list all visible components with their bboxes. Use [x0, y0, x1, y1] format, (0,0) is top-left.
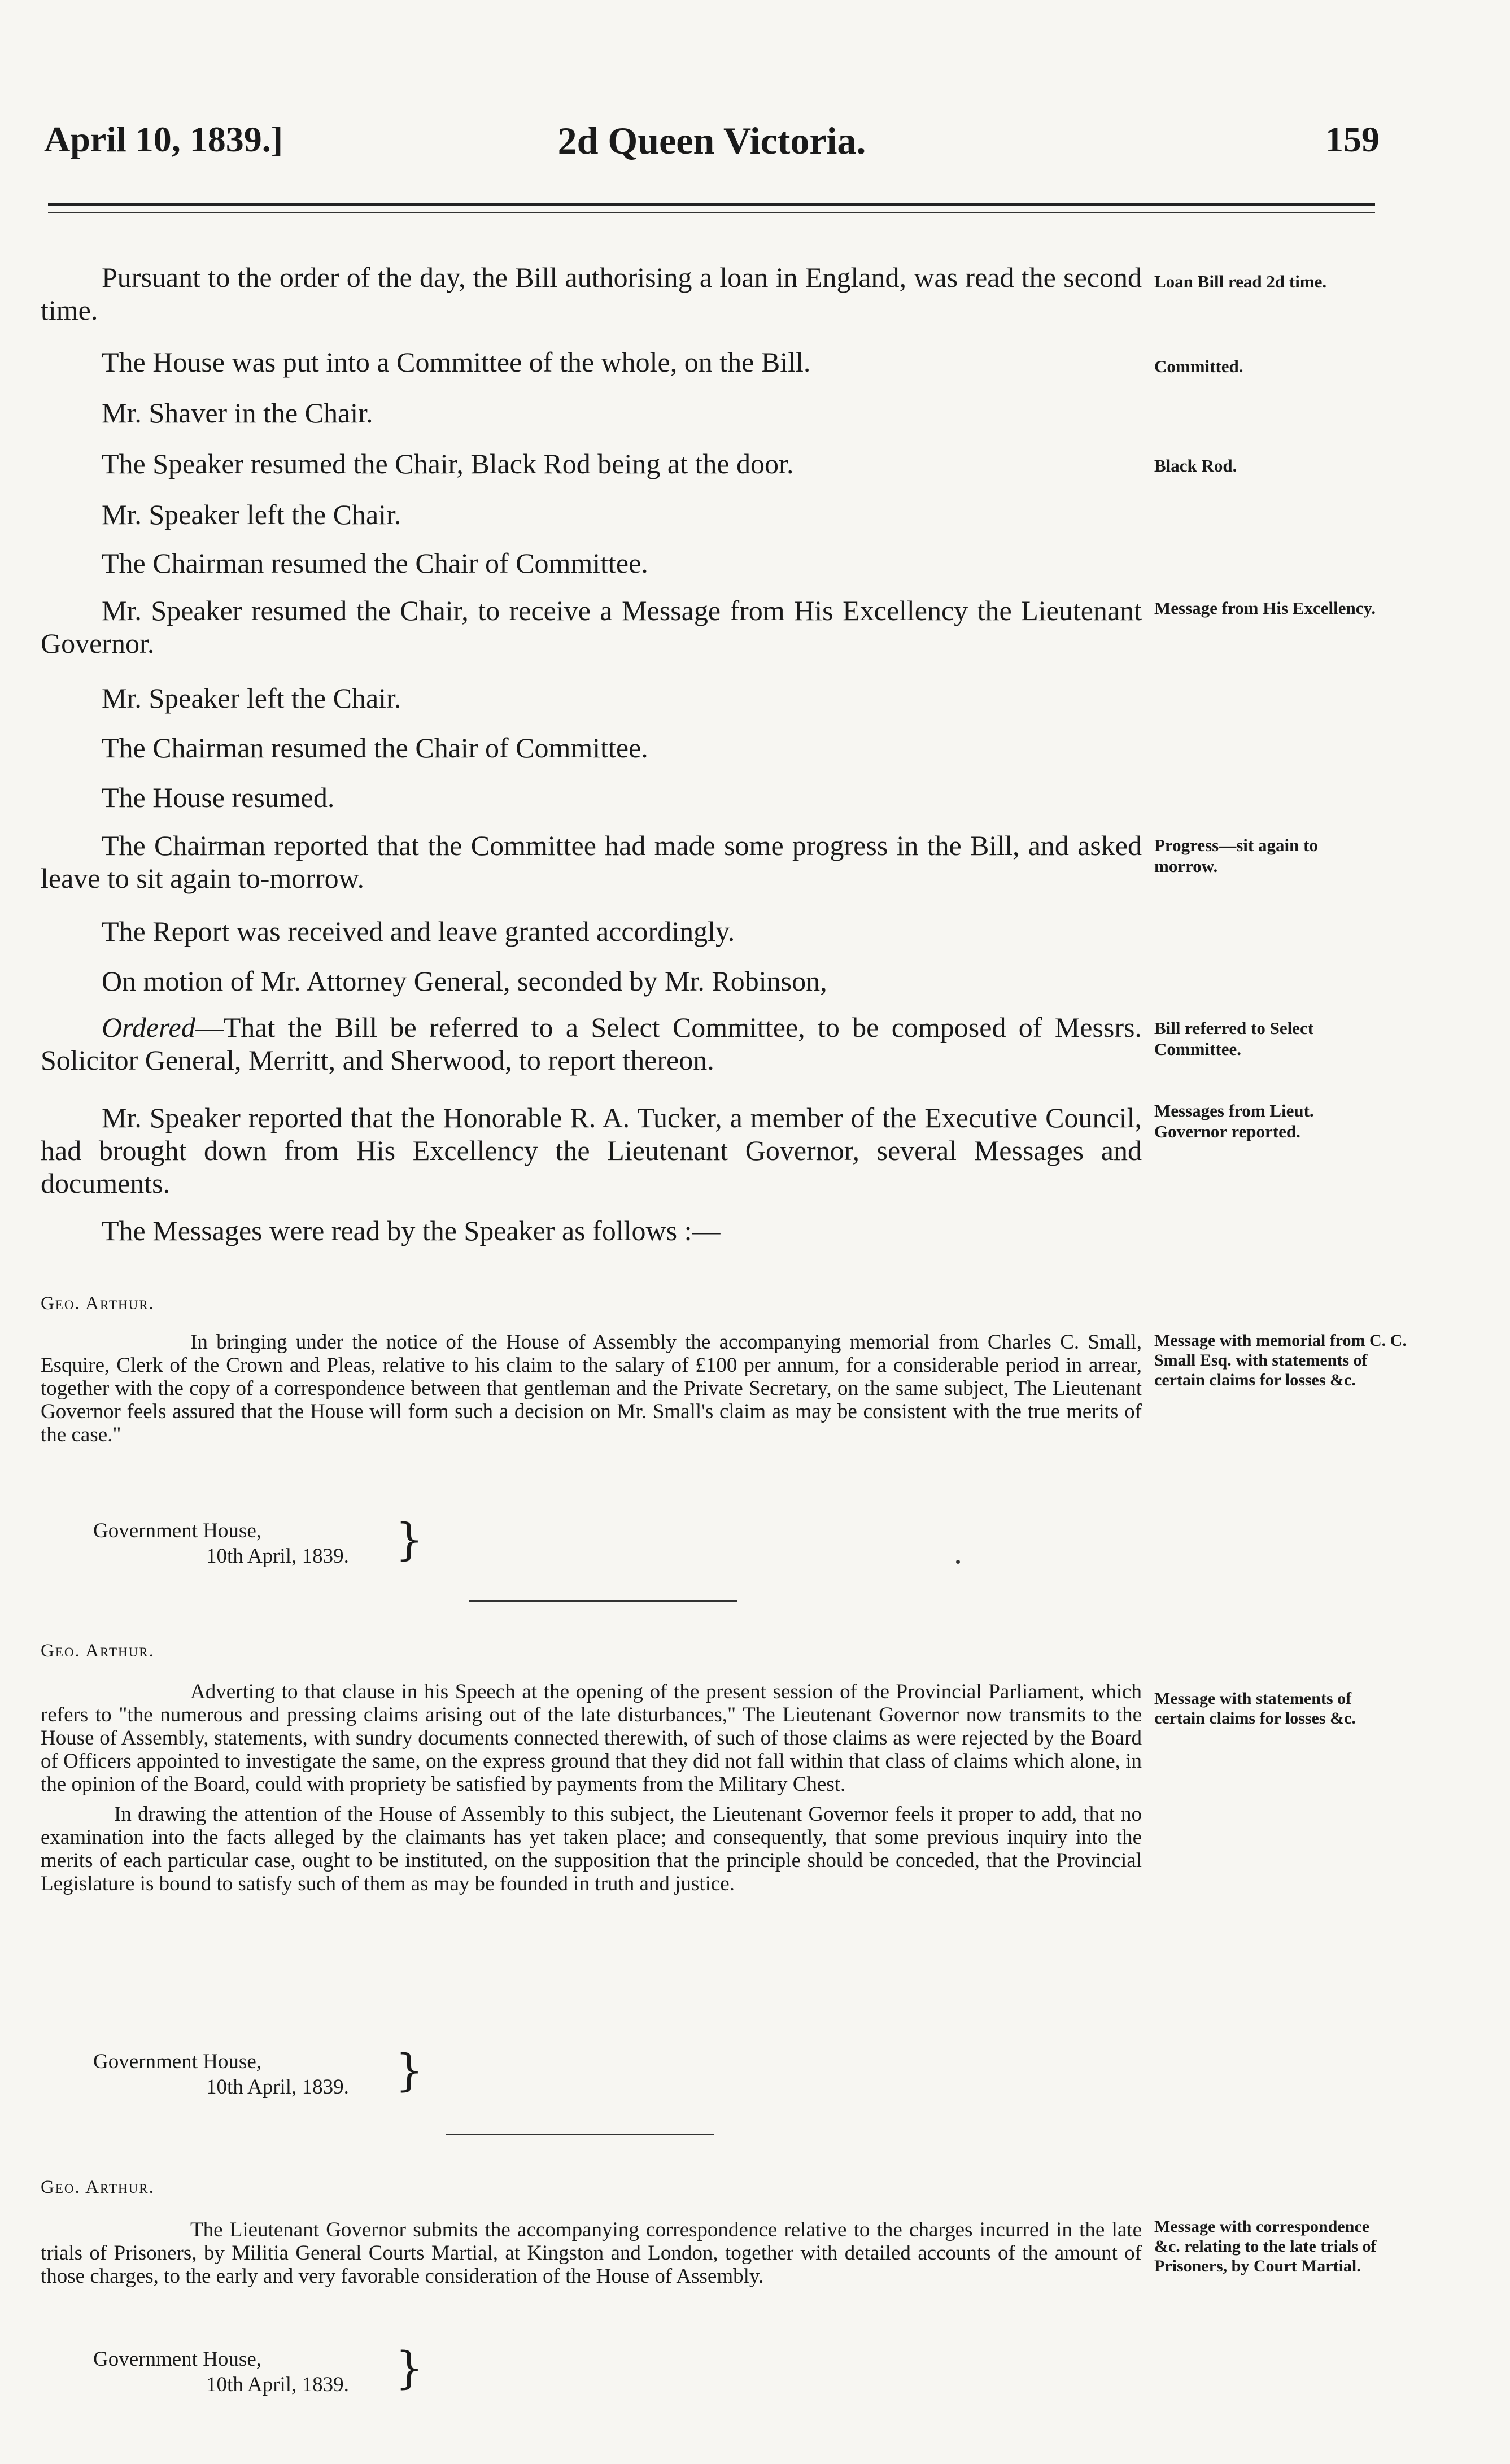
proceeding-message-received: [41, 594, 1142, 660]
margin-note-memorial: Message with memorial from C. C. Small Esq. with statements of certain claims for losses &c.: [1154, 1331, 1407, 1389]
proceeding-text: Mr. Speaker left the Chair.: [102, 499, 401, 530]
proceeding-text: On motion of Mr. Attorney General, seconded by Mr. Robinson,: [102, 965, 827, 997]
message-memorial-small: [41, 1331, 1142, 1446]
proceeding-text: The Messages were read by the Speaker as follows :—: [102, 1215, 721, 1246]
message-paragraph: In bringing under the notice of the House of Assembly the accompanying memorial from Charles C. Small, Esquire, Clerk of the Crown and Pleas, relative to his claim to the salary of £100 per annum, for a considerable period in arrear, together with the copy of a correspondence between that gentleman and the Private Secretary, on the same subject, The Lieutenant Governor feels assured that the House will form such a decision on Mr. Small's claim as may be consistent with the true merits of the case.": [41, 1331, 1142, 1446]
government-house-dateline: [93, 1518, 349, 1569]
proceeding-black-rod: [41, 447, 1142, 480]
government-house-dateline: [93, 2049, 349, 2100]
ordered-lead: Ordered: [102, 1011, 195, 1043]
proceeding-text: The Chairman resumed the Chair of Committee.: [102, 547, 648, 579]
proceeding-progress-report: [41, 829, 1142, 895]
proceeding-text: Mr. Speaker reported that the Honorable R. A. Tucker, a member of the Executive Council, had brought down from His Excellency the Lieutenant Governor, several Messages and documents.: [41, 1102, 1142, 1199]
margin-note-black-rod: Black Rod.: [1154, 456, 1237, 476]
ink-dot: [956, 1560, 960, 1564]
header-rule-thick: [48, 203, 1375, 206]
page-number: 159: [1325, 119, 1380, 159]
header-rule-thin: [48, 212, 1375, 213]
proceeding-house-resumed: [41, 781, 1142, 814]
margin-note-messages-reported: Messages from Lieut. Governor reported.: [1154, 1101, 1314, 1141]
dateline-place: Government House,: [93, 2050, 261, 2073]
proceeding-chairman-resumed-2: [41, 731, 1142, 764]
message-signature: Geo. Arthur.: [41, 1641, 155, 1661]
proceeding-chairman-resumed: [41, 547, 1142, 579]
proceeding-text: The Chairman resumed the Chair of Committee.: [102, 732, 648, 764]
dateline-place: Government House,: [93, 1519, 261, 1542]
proceeding-shaver-chair: [41, 396, 1142, 429]
margin-note-progress: Progress—sit again to morrow.: [1154, 835, 1318, 876]
margin-note-select-committee: Bill referred to Select Committee.: [1154, 1018, 1314, 1059]
margin-note-court-martial: Message with correspondence &c. relating to the late trials of Prisoners, by Court Martial.: [1154, 2217, 1377, 2275]
proceeding-speaker-left: [41, 498, 1142, 531]
running-head: [44, 119, 1380, 169]
header-title: 2d Queen Victoria.: [557, 119, 866, 162]
margin-note-loan-bill: Loan Bill read 2d time.: [1154, 272, 1327, 291]
dateline-place: Government House,: [93, 2348, 261, 2371]
proceeding-motion: [41, 965, 1142, 997]
message-claims-losses: [41, 1680, 1142, 1895]
proceeding-messages-reported: [41, 1101, 1142, 1200]
message-court-martial: [41, 2218, 1142, 2288]
proceeding-speaker-left-2: [41, 682, 1142, 714]
proceeding-text: The Speaker resumed the Chair, Black Rod being at the door.: [102, 448, 794, 479]
proceeding-committee: [41, 346, 1142, 378]
dateline-date: 10th April, 1839.: [206, 2075, 349, 2099]
message-separator: [446, 2134, 714, 2135]
proceeding-messages-read: [41, 1214, 1142, 1247]
header-date: April 10, 1839.]: [44, 119, 283, 159]
proceeding-ordered-select-committee: [41, 1011, 1142, 1076]
proceeding-loan-bill: [41, 261, 1142, 326]
proceeding-text: Mr. Speaker resumed the Chair, to receive a Message from His Excellency the Lieutenant Governor.: [41, 595, 1142, 659]
proceeding-text: The Report was received and leave granted accordingly.: [102, 915, 735, 947]
margin-note-message: Message from His Excellency.: [1154, 598, 1376, 618]
proceeding-text: The Chairman reported that the Committee had made some progress in the Bill, and asked leave to sit again to-morrow.: [41, 830, 1142, 894]
message-paragraph: The Lieutenant Governor submits the accompanying correspondence relative to the charges incurred in the late trials of Prisoners, by Militia General Courts Martial, at Kingston and London, together with detailed accounts of the amount of those charges, to the early and very favorable consideration of the House of Assembly.: [41, 2218, 1142, 2288]
government-house-dateline: [93, 2347, 349, 2397]
brace-glyph: }: [395, 1515, 424, 1565]
proceeding-text: The House was put into a Committee of the whole, on the Bill.: [102, 346, 811, 378]
margin-note-committed: Committed.: [1154, 356, 1243, 376]
message-paragraph: In drawing the attention of the House of Assembly to this subject, the Lieutenant Governor feels it proper to add, that no examination into the facts alleged by the claimants has yet taken place; and consequently, that some previous inquiry into the merits of each particular case, ought to be instituted, on the supposition that the principle should be conceded, that the Provincial Legislature is bound to satisfy such of them as may be founded in truth and justice.: [41, 1803, 1142, 1895]
proceeding-text: Mr. Speaker left the Chair.: [102, 682, 401, 714]
message-separator: [469, 1600, 737, 1602]
proceeding-text: Mr. Shaver in the Chair.: [102, 397, 373, 429]
dateline-date: 10th April, 1839.: [206, 1545, 349, 1568]
proceeding-text: Pursuant to the order of the day, the Bill authorising a loan in England, was read the second time.: [41, 261, 1142, 326]
brace-glyph: }: [395, 2046, 424, 2096]
brace-glyph: }: [395, 2343, 424, 2394]
proceeding-text: [41, 1011, 1142, 1076]
message-signature: Geo. Arthur.: [41, 2177, 155, 2197]
message-signature: Geo. Arthur.: [41, 1293, 155, 1314]
dateline-date: 10th April, 1839.: [206, 2373, 349, 2396]
proceeding-text: The House resumed.: [102, 782, 335, 813]
margin-note-claims: Message with statements of certain claims for losses &c.: [1154, 1689, 1356, 1728]
message-paragraph: Adverting to that clause in his Speech at the opening of the present session of the Provincial Parliament, which refers to "the numerous and pressing claims arising out of the late disturbances," The Lieutenant Governor now transmits to the House of Assembly, statements, with sundry documents connected therewith, of such of those claims as were rejected by the Board of Officers appointed to investigate the same, on the express ground that they did not fall within that class of claims which alone, in the opinion of the Board, could with propriety be satisfied by payments from the Military Chest.: [41, 1680, 1142, 1796]
ordered-text: —That the Bill be referred to a Select Committee, to be composed of Messrs. Solicitor General, Merritt, and Sherwood, to report thereon.: [41, 1011, 1142, 1076]
proceeding-report-received: [41, 915, 1142, 948]
